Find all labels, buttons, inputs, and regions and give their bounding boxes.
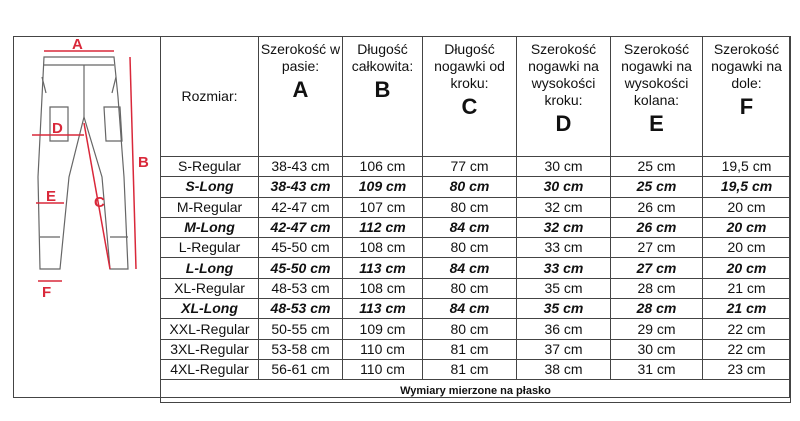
cell-d: 30 cm (517, 157, 611, 177)
cell-f: 21 cm (703, 299, 791, 319)
cell-size: M-Regular (161, 197, 259, 217)
cell-e: 25 cm (611, 157, 703, 177)
cell-d: 37 cm (517, 339, 611, 359)
cell-a: 56-61 cm (259, 359, 343, 379)
cell-size: 3XL-Regular (161, 339, 259, 359)
measure-b-line (130, 57, 136, 269)
table-row (161, 278, 791, 298)
cell-d: 38 cm (517, 359, 611, 379)
cell-b: 113 cm (343, 258, 423, 278)
cell-c: 84 cm (423, 258, 517, 278)
cell-b: 107 cm (343, 197, 423, 217)
size-table (160, 36, 791, 403)
cell-size: XXL-Regular (161, 319, 259, 339)
cell-a: 48-53 cm (259, 278, 343, 298)
cell-b: 109 cm (343, 319, 423, 339)
cell-a: 38-43 cm (259, 157, 343, 177)
cell-f: 19,5 cm (703, 177, 791, 197)
table-body (161, 157, 791, 380)
cell-b: 113 cm (343, 299, 423, 319)
cell-a: 38-43 cm (259, 177, 343, 197)
cell-a: 48-53 cm (259, 299, 343, 319)
cell-b: 108 cm (343, 238, 423, 258)
cell-f: 20 cm (703, 217, 791, 237)
cell-b: 110 cm (343, 339, 423, 359)
table-header-row (161, 37, 791, 157)
cell-f: 20 cm (703, 197, 791, 217)
cell-d: 33 cm (517, 258, 611, 278)
cell-size: M-Long (161, 217, 259, 237)
cell-e: 26 cm (611, 197, 703, 217)
cell-d: 36 cm (517, 319, 611, 339)
cell-a: 42-47 cm (259, 217, 343, 237)
cell-a: 42-47 cm (259, 197, 343, 217)
table-footer-row (161, 380, 791, 403)
header-d: Szerokość nogawki na wysokości kroku: D (517, 37, 611, 157)
cell-a: 53-58 cm (259, 339, 343, 359)
label-e: E (46, 188, 57, 205)
cell-size: XL-Regular (161, 278, 259, 298)
label-c: C (94, 194, 105, 211)
cell-f: 20 cm (703, 258, 791, 278)
cell-size: S-Regular (161, 157, 259, 177)
cell-d: 35 cm (517, 278, 611, 298)
cell-a: 45-50 cm (259, 238, 343, 258)
cell-size: S-Long (161, 177, 259, 197)
cell-size: L-Regular (161, 238, 259, 258)
cell-e: 26 cm (611, 217, 703, 237)
table-row (161, 258, 791, 278)
table-row (161, 339, 791, 359)
cell-b: 106 cm (343, 157, 423, 177)
cell-f: 20 cm (703, 238, 791, 258)
cell-e: 30 cm (611, 339, 703, 359)
cell-a: 45-50 cm (259, 258, 343, 278)
cell-e: 25 cm (611, 177, 703, 197)
pants-diagram (14, 37, 160, 397)
label-a: A (72, 37, 83, 53)
cell-d: 33 cm (517, 238, 611, 258)
table-row (161, 359, 791, 379)
cell-b: 109 cm (343, 177, 423, 197)
label-d: D (52, 120, 63, 137)
table-row (161, 238, 791, 258)
header-b: Długość całkowita: B (343, 37, 423, 157)
cell-size: XL-Long (161, 299, 259, 319)
cell-f: 19,5 cm (703, 157, 791, 177)
cell-e: 28 cm (611, 299, 703, 319)
table-row (161, 157, 791, 177)
cell-c: 84 cm (423, 217, 517, 237)
cell-d: 35 cm (517, 299, 611, 319)
table-row (161, 319, 791, 339)
cell-b: 112 cm (343, 217, 423, 237)
cell-f: 21 cm (703, 278, 791, 298)
cell-e: 28 cm (611, 278, 703, 298)
header-f: Szerokość nogawki na dole: F (703, 37, 791, 157)
header-e: Szerokość nogawki na wysokości kolana: E (611, 37, 703, 157)
cell-c: 80 cm (423, 278, 517, 298)
table-row (161, 177, 791, 197)
cell-d: 32 cm (517, 197, 611, 217)
cell-size: L-Long (161, 258, 259, 278)
cell-f: 22 cm (703, 339, 791, 359)
cell-f: 23 cm (703, 359, 791, 379)
cell-b: 108 cm (343, 278, 423, 298)
cell-e: 27 cm (611, 258, 703, 278)
cell-size: 4XL-Regular (161, 359, 259, 379)
cell-e: 31 cm (611, 359, 703, 379)
pants-outline-icon (38, 57, 128, 269)
cell-b: 110 cm (343, 359, 423, 379)
cell-c: 80 cm (423, 197, 517, 217)
cell-c: 81 cm (423, 359, 517, 379)
header-c: Długość nogawki od kroku: C (423, 37, 517, 157)
cell-d: 32 cm (517, 217, 611, 237)
cell-c: 81 cm (423, 339, 517, 359)
table-row (161, 217, 791, 237)
table-row (161, 197, 791, 217)
footer-note: Wymiary mierzone na płasko (161, 380, 791, 403)
header-a: Szerokość w pasie: A (259, 37, 343, 157)
label-f: F (42, 284, 52, 301)
cell-f: 22 cm (703, 319, 791, 339)
cell-c: 80 cm (423, 319, 517, 339)
header-size: Rozmiar: (161, 37, 259, 157)
cell-c: 80 cm (423, 238, 517, 258)
cell-e: 27 cm (611, 238, 703, 258)
cell-a: 50-55 cm (259, 319, 343, 339)
cell-c: 84 cm (423, 299, 517, 319)
label-b: B (138, 154, 149, 171)
table-row (161, 299, 791, 319)
cell-e: 29 cm (611, 319, 703, 339)
cell-d: 30 cm (517, 177, 611, 197)
cell-c: 80 cm (423, 177, 517, 197)
cell-c: 77 cm (423, 157, 517, 177)
